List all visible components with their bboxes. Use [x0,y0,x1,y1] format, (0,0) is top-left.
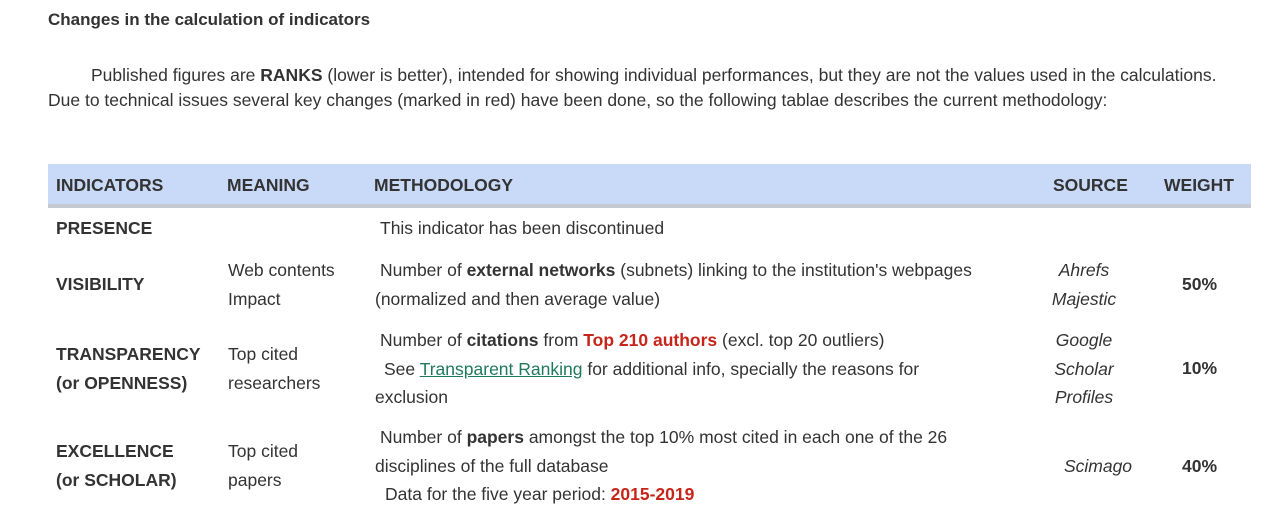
header-indicators: INDICATORS [56,175,164,195]
intro-paragraph [48,63,1218,112]
source-visibility [1040,256,1128,313]
source-line: Profiles [1054,387,1114,407]
meth-text: See [384,358,420,379]
indicator-transparency [56,340,201,397]
meaning-transparency [228,340,320,397]
indicator-visibility: VISIBILITY [56,274,145,294]
indicator-presence: PRESENCE [56,218,153,238]
meth-text: (subnets) linking to the institution's webpages [615,260,972,280]
meaning-excellence [228,437,298,494]
indicator-excellence [56,437,177,494]
meth-papers: papers [466,427,524,447]
source-majestic: Majestic [1051,288,1117,309]
meth-text: Data for the five year period: [385,484,611,504]
meaning-visibility [228,256,335,313]
intro-text-rest: (lower is better), intended for showing individual performances, but they are not the values used in the calculations. Due to technical issues several key changes (marked in red) have been done, so the following tablae describes the current methodology: [48,65,1217,110]
methodology-excellence [375,423,1035,509]
meth-citations: citations [466,330,539,350]
source-ahrefs: Ahrefs [1058,260,1110,280]
weight-transparency: 10% [1182,358,1218,378]
meth-text: exclusion [375,387,448,407]
meth-external-networks: external networks [466,260,616,280]
meaning-line: papers [228,469,282,490]
source-line: Google [1055,330,1113,350]
weight-excellence: 40% [1182,456,1218,476]
indicator-line: (or SCHOLAR) [56,469,177,490]
meth-text: amongst the top 10% most cited in each one of the 26 [523,427,948,447]
indicator-line: EXCELLENCE [56,441,174,461]
header-methodology: METHODOLOGY [374,175,514,195]
meth-text: Number of [380,330,467,350]
meaning-line: Web contents [228,260,335,280]
transparent-ranking-link[interactable]: Transparent Ranking [419,358,583,379]
meaning-line: Top cited [228,441,299,461]
methodology-visibility [375,256,1035,313]
header-source: SOURCE [1053,175,1128,195]
header-weight: WEIGHT [1164,175,1234,195]
meth-text: (excl. top 20 outliers) [717,330,885,350]
methodology-transparency [375,326,1035,412]
meaning-line: researchers [228,372,321,393]
source-excellence: Scimago [1063,456,1133,476]
meth-text: disciplines of the full database [375,455,609,476]
meth-text: Number of [380,427,467,447]
source-transparency [1040,326,1128,412]
table-header [48,164,1251,208]
intro-text: Published figures are [91,65,261,85]
meth-text: (normalized and then average value) [375,288,661,309]
meaning-line: Top cited [228,344,299,364]
meaning-line: Impact [228,288,281,309]
meth-text: Number of [380,260,467,280]
source-line: Scholar [1054,358,1114,379]
header-meaning: MEANING [227,175,310,195]
indicator-line: TRANSPARENCY [56,344,201,364]
meth-text: from [538,330,584,350]
meth-period: 2015-2019 [610,484,695,504]
page-title: Changes in the calculation of indicators [48,10,371,29]
meth-text: for additional info, specially the reasons for [582,358,920,379]
meth-top-authors: Top 210 authors [583,330,718,350]
intro-ranks: RANKS [260,65,323,85]
indicator-line: (or OPENNESS) [56,372,188,393]
methodology-presence: This indicator has been discontinued [380,218,665,238]
weight-visibility: 50% [1182,274,1218,294]
